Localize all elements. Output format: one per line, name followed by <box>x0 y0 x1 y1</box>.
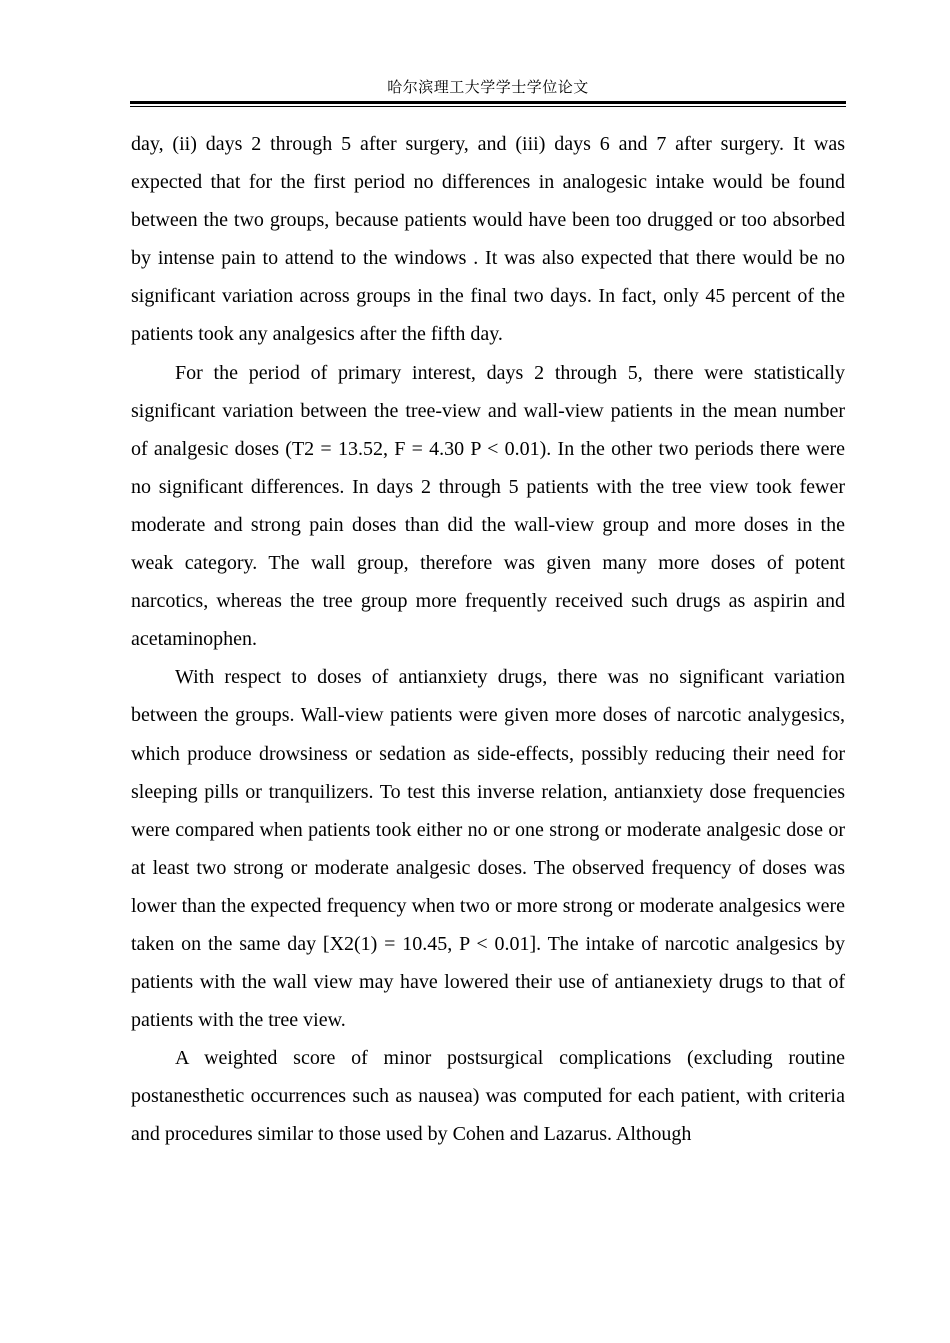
paragraph-continued: day, (ii) days 2 through 5 after surgery, and (iii) days 6 and 7 after surgery. It was expected that for the first period no differences in analogesic intake would be found between the two groups, because patients would have been too drugged or too absorbed by intense pain to attend to the windows . It was also expected that there would be no significant variation across groups in the final two days. In fact, only 45 percent of the patients took any analgesics after the fifth day. <box>131 133 845 346</box>
header-rule-thin <box>130 106 846 107</box>
paragraph-complications: A weighted score of minor postsurgical complications (excluding routine postanesthetic occurrences such as nausea) was computed for each patient, with criteria and procedures similar to those used by Cohen and Lazarus. Although <box>131 1047 845 1146</box>
header-rule-thick <box>130 101 846 104</box>
paragraph-antianxiety-drugs: With respect to doses of antianxiety drugs, there was no significant variation between the groups. Wall-view patients were given more doses of narcotic analygesics, which produce drowsiness or sedation as side-effects, possibly reducing their need for sleeping pills or tranquilizers. To test this inverse relation, antianxiety dose frequencies were compared when patients took either no or one strong or moderate analgesic dose or at least two strong or moderate analgesic doses. The observed frequency of doses was lower than the expected frequency when two or more strong or moderate analgesics were taken on the same day [X2(1) = 10.45, P < 0.01]. The intake of narcotic analgesics by patients with the wall view may have lowered their use of antianexiety drugs to that of patients with the tree view. <box>131 666 845 1032</box>
paragraph-analgesic-doses: For the period of primary interest, days 2 through 5, there were statistically significant variation between the tree-view and wall-view patients in the mean number of analgesic doses (T2 = 13.52, F = 4.30 P < 0.01). In the other two periods there were no significant differences. In days 2 through 5 patients with the tree view took fewer moderate and strong pain doses than did the wall-view group and more doses in the weak category. The wall group, therefore was given many more doses of potent narcotics, whereas the tree group more frequently received such drugs as aspirin and acetaminophen. <box>131 361 845 651</box>
body-text <box>131 125 845 1154</box>
page-header-title: 哈尔滨理工大学学士学位论文 <box>387 78 589 96</box>
